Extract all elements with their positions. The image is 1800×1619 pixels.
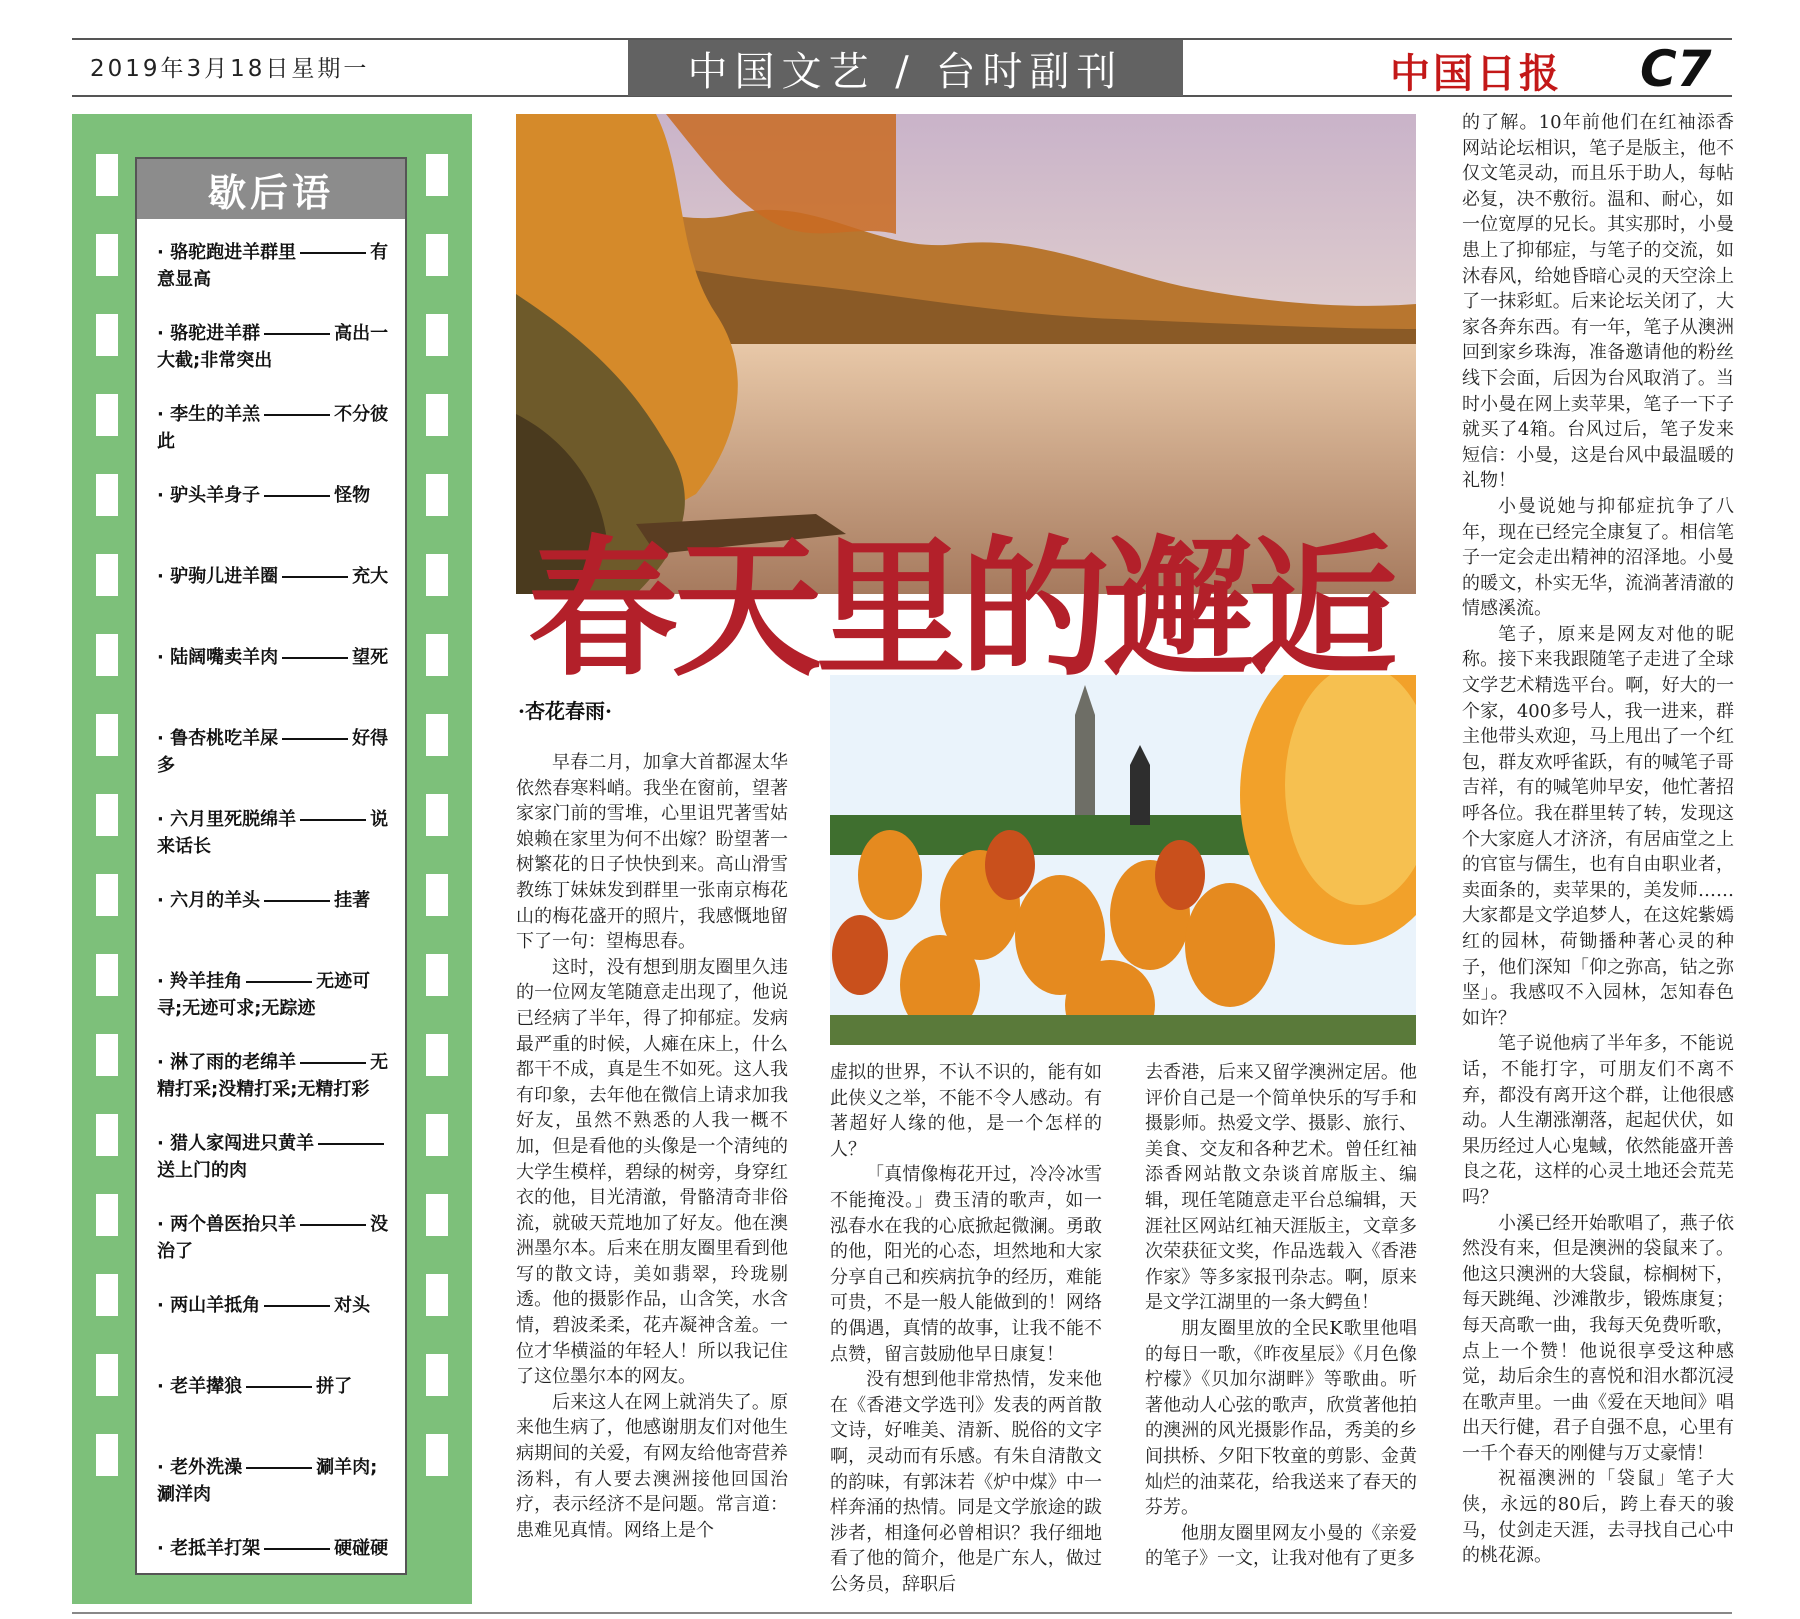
sidebar-panel [135, 157, 407, 1575]
film-sprocket-hole [96, 1114, 118, 1156]
xiehouyu-answer: 挂著 [334, 890, 371, 911]
film-sprocket-hole [96, 1434, 118, 1476]
xiehouyu-answer: 拼了 [316, 1376, 353, 1397]
xiehouyu-dash [264, 414, 330, 416]
film-sprocket-hole [426, 234, 448, 276]
xiehouyu-riddle: · 骆驼进羊群 [157, 323, 261, 344]
xiehouyu-dash [264, 495, 330, 497]
article-column-4 [1462, 110, 1734, 1604]
xiehouyu-answer: 涮羊肉;涮洋肉 [157, 1457, 378, 1505]
newspaper-masthead: 中国日报 [1390, 50, 1562, 97]
xiehouyu-dash [300, 819, 366, 821]
xiehouyu-dash [264, 900, 330, 902]
xiehouyu-riddle: · 老羊撵狼 [157, 1376, 243, 1397]
film-sprocket-hole [426, 1114, 448, 1156]
xiehouyu-riddle: · 羚羊挂角 [157, 971, 243, 992]
film-sprocket-hole [426, 474, 448, 516]
bottom-rule [72, 1612, 1732, 1614]
xiehouyu-answer: 无精打采;没精打采;无精打彩 [157, 1052, 389, 1100]
xiehouyu-answer: 送上门的肉 [157, 1160, 247, 1181]
xiehouyu-answer: 没治了 [157, 1214, 389, 1262]
xiehouyu-riddle: · 两山羊抵角 [157, 1295, 261, 1316]
xiehouyu-item [157, 644, 391, 725]
xiehouyu-riddle: · 陆阔嘴卖羊肉 [157, 647, 279, 668]
xiehouyu-riddle: · 猎人家闯进只黄羊 [157, 1133, 315, 1154]
article-paragraph: 早春二月，加拿大首都渥太华依然春寒料峭。我坐在窗前，望著家家门前的雪堆，心里诅咒著雪姑娘赖在家里为何不出嫁？盼望著一树繁花的日子快快到来。高山滑雪教练丁妹妹发到群里一张南京梅花山的梅花盛开的照片，我感慨地留下了一句：望梅思春。 [516, 752, 788, 953]
article-headline: 春天里的邂逅 [528, 523, 1393, 697]
xiehouyu-riddle: · 老外洗澡 [157, 1457, 243, 1478]
xiehouyu-list [157, 239, 391, 1616]
xiehouyu-answer: 望死 [352, 647, 389, 668]
article-paragraph: 笔子，原来是网友对他的昵称。接下来我跟随笔子走进了全球文学艺术精选平台。啊，好大的一个家，400多号人，我一进来，群主他带头欢迎，马上甩出了一个红包，群友欢呼雀跃，有的喊笔子哥吉祥，有的喊笔帅早安，他忙著招呼各位。我在群里转了转，发现这个大家庭人才济济，有居庙堂之上的官宦与儒生，也有自由职业者，卖面条的，卖苹果的，美发师……大家都是文学追梦人，在这姹紫嫣红的园林，荷锄播种著心灵的种子，他们深知「仰之弥高，钻之弥坚」。我感叹不入园林，怎知春色如许？ [1462, 623, 1734, 1029]
film-sprocket-hole [96, 1034, 118, 1076]
film-sprocket-hole [96, 634, 118, 676]
xiehouyu-dash [300, 1062, 366, 1064]
xiehouyu-item [157, 1130, 391, 1211]
xiehouyu-item [157, 401, 391, 482]
xiehouyu-answer: 高出一大截;非常突出 [157, 323, 389, 371]
article-column-2 [830, 1060, 1102, 1604]
xiehouyu-item [157, 1454, 391, 1535]
xiehouyu-answer: 充大 [352, 566, 389, 587]
film-sprocket-hole [426, 954, 448, 996]
article-paragraph: 「真情像梅花开过，冷冷冰雪不能掩没。」费玉清的歌声，如一泓春水在我的心底掀起微澜。勇敢的他，阳光的心态，坦然地和大家分享自己和疾病抗争的经历，难能可贵，不是一般人能做到的！网络的偶遇，真情的故事，让我不能不点赞，留言鼓励他早日康复！ [830, 1164, 1102, 1365]
film-sprocket-hole [96, 554, 118, 596]
film-sprocket-hole [426, 1354, 448, 1396]
film-sprocket-hole [426, 714, 448, 756]
xiehouyu-dash [246, 1467, 312, 1469]
film-sprocket-hole [426, 1434, 448, 1476]
xiehouyu-item [157, 1535, 391, 1616]
xiehouyu-answer: 硬碰硬 [334, 1538, 389, 1559]
page-number: C7 [1640, 40, 1712, 98]
xiehouyu-item [157, 887, 391, 968]
article-paragraph: 他朋友圈里网友小曼的《亲爱的笔子》一文，让我对他有了更多 [1145, 1522, 1417, 1570]
film-sprocket-hole [426, 1034, 448, 1076]
article-byline: ·杏花春雨· [518, 699, 612, 723]
xiehouyu-riddle: · 李生的羊羔 [157, 404, 261, 425]
xiehouyu-item [157, 563, 391, 644]
film-sprocket-hole [96, 954, 118, 996]
xiehouyu-answer: 说来话长 [157, 809, 389, 857]
article-column-3 [1145, 1060, 1417, 1604]
xiehouyu-answer: 无迹可寻;无迹可求;无踪迹 [157, 971, 371, 1019]
xiehouyu-item [157, 320, 391, 401]
film-sprocket-hole [96, 314, 118, 356]
article-paragraph: 这时，没有想到朋友圈里久违的一位网友笔随意走出现了，他说已经病了半年，得了抑郁症。发病最严重的时候，人瘫在床上，什么都干不成，真是生不如死。这人我有印象，去年他在微信上请求加我好友，虽然不熟悉的人我一概不加，但是看他的头像是一个清纯的大学生模样，碧绿的树旁，身穿红衣的他，目光清澈，骨骼清奇非俗流，就破天荒地加了好友。他在澳洲墨尔本。后来在朋友圈里看到他写的散文诗，美如翡翠，玲珑剔透。他的摄影作品，山含笑，水含情，碧波柔柔，花卉凝神含羞。一位才华横溢的年轻人！所以我记住了这位墨尔本的网友。 [516, 956, 788, 1388]
film-sprocket-hole [96, 394, 118, 436]
xiehouyu-riddle: · 两个兽医抬只羊 [157, 1214, 297, 1235]
xiehouyu-dash [300, 1224, 366, 1226]
article-paragraph: 的了解。10年前他们在红袖添香网站论坛相识，笔子是版主，他不仅文笔灵动，而且乐于助人，每帖必复，决不敷衍。温和、耐心，如一位宽厚的兄长。其实那时，小曼患上了抑郁症，与笔子的交流，如沐春风，给她昏暗心灵的天空涂上了一抹彩虹。后来论坛关闭了，大家各奔东西。有一年，笔子从澳洲回到家乡珠海，准备邀请他的粉丝线下会面，后因为台风取消了。当时小曼在网上卖苹果，笔子一下子就买了4箱。台风过后，笔子发来短信：小曼，这是台风中最温暖的礼物！ [1462, 112, 1734, 492]
xiehouyu-dash [300, 252, 366, 254]
xiehouyu-item [157, 1373, 391, 1454]
film-sprocket-hole [426, 1274, 448, 1316]
article-paragraph: 小曼说她与抑郁症抗争了八年，现在已经完全康复了。相信笔子一定会走出精神的沼泽地。小曼的暖文，朴实无华，流淌著清澈的情感溪流。 [1462, 495, 1734, 620]
xiehouyu-dash [282, 738, 348, 740]
film-sprocket-hole [426, 314, 448, 356]
xiehouyu-dash [264, 1548, 330, 1550]
article-column-1 [516, 750, 788, 1600]
film-sprocket-hole [96, 234, 118, 276]
article-paragraph: 朋友圈里放的全民K歌里他唱的每日一歌，《昨夜星辰》《月色像柠檬》《贝加尔湖畔》等歌曲。听著他动人心弦的歌声，欣赏著他拍的澳洲的风光摄影作品，秀美的乡间拱桥、夕阳下牧童的剪影、金黄灿烂的油菜花，给我送来了春天的芬芳。 [1145, 1317, 1417, 1519]
film-sprocket-hole [426, 1194, 448, 1236]
film-sprocket-hole [426, 634, 448, 676]
xiehouyu-item [157, 725, 391, 806]
xiehouyu-answer: 对头 [334, 1295, 371, 1316]
film-sprocket-hole [96, 154, 118, 196]
film-sprocket-hole [426, 794, 448, 836]
xiehouyu-riddle: · 驴头羊身子 [157, 485, 261, 506]
film-sprocket-hole [96, 474, 118, 516]
xiehouyu-riddle: · 骆驼跑进羊群里 [157, 242, 297, 263]
film-sprocket-hole [426, 874, 448, 916]
xiehouyu-item [157, 806, 391, 887]
xiehouyu-item [157, 1049, 391, 1130]
xiehouyu-dash [264, 333, 330, 335]
article-paragraph: 虚拟的世界，不认不识的，能有如此侠义之举，不能不令人感动。有著超好人缘的他，是一个怎样的人？ [830, 1062, 1102, 1160]
film-sprocket-hole [96, 1274, 118, 1316]
xiehouyu-item [157, 1211, 391, 1292]
xiehouyu-riddle: · 老抵羊打架 [157, 1538, 261, 1559]
xiehouyu-answer: 不分彼此 [157, 404, 389, 452]
film-sprocket-hole [96, 1354, 118, 1396]
article-paragraph: 后来这人在网上就消失了。原来他生病了，他感谢朋友们对他生病期间的关爱，有网友给他寄营养汤料，有人要去澳洲接他回国治疗，表示经济不是问题。常言道：患难见真情。网络上是个 [516, 1391, 788, 1541]
article-paragraph: 笔子说他病了半年多，不能说话，不能打字，可朋友们不离不弃，都没有离开这个群，让他很感动。人生潮涨潮落，起起伏伏，如果历经过人心鬼蜮，依然能盛开善良之花，这样的心灵土地还会荒芜吗？ [1462, 1033, 1734, 1208]
xiehouyu-riddle: · 鲁杏桃吃羊屎 [157, 728, 279, 749]
xiehouyu-dash [318, 1143, 384, 1145]
film-sprocket-hole [96, 794, 118, 836]
article-paragraph: 没有想到他非常热情，发来他在《香港文学选刊》发表的两首散文诗，好唯美、清新、脱俗的文字啊，灵动而有乐感。有朱自清散文的韵味，有郭沫若《炉中煤》中一样奔涌的热情。同是文学旅途的跋涉者，相逢何必曾相识？我仔细地看了他的简介，他是广东人，做过公务员，辞职后 [830, 1369, 1102, 1595]
film-sprocket-hole [96, 874, 118, 916]
xiehouyu-riddle: · 六月的羊头 [157, 890, 261, 911]
xiehouyu-dash [264, 1305, 330, 1307]
film-sprocket-hole [96, 714, 118, 756]
sidebar-title: 歇后语 [137, 159, 405, 219]
xiehouyu-item [157, 1292, 391, 1373]
film-sprocket-hole [426, 394, 448, 436]
section-title: 中国文艺 / 台时副刊 [628, 40, 1183, 96]
article-paragraph: 小溪已经开始歌唱了，燕子依然没有来，但是澳洲的袋鼠来了。他这只澳洲的大袋鼠，棕榈树下，每天跳绳、沙滩散步，锻炼康复；每天高歌一曲，我每天免费听歌，点上一个赞！他说很享受这种感觉，劫后余生的喜悦和泪水都沉浸在歌声里。一曲《爱在天地间》唱出天行健，君子自强不息，心里有一千个春天的刚健与万丈豪情！ [1462, 1212, 1734, 1464]
xiehouyu-riddle: · 驴驹儿进羊圈 [157, 566, 279, 587]
article-paragraph: 去香港，后来又留学澳洲定居。他评价自己是一个简单快乐的写手和摄影师。热爱文学、摄影、旅行、美食、交友和各种艺术。曾任红袖添香网站散文杂谈首席版主、编辑，现任笔随意走平台总编辑，天涯社区网站红袖天涯版主，文章多次荣获征文奖，作品选载入《香港作家》等多家报刊杂志。啊，原来是文学江湖里的一条大鳄鱼！ [1145, 1062, 1417, 1314]
xiehouyu-riddle: · 淋了雨的老绵羊 [157, 1052, 297, 1073]
xiehouyu-dash [246, 981, 312, 983]
issue-date: 2019年3月18日星期一 [90, 56, 370, 82]
article-paragraph: 祝福澳洲的「袋鼠」笔子大侠，永远的80后，跨上春天的骏马，仗剑走天涯，去寻找自己心中的桃花源。 [1462, 1468, 1734, 1567]
xiehouyu-answer: 怪物 [334, 485, 371, 506]
xiehouyu-item [157, 239, 391, 320]
xiehouyu-dash [282, 576, 348, 578]
xiehouyu-dash [246, 1386, 312, 1388]
xiehouyu-item [157, 482, 391, 563]
film-sprocket-hole [96, 1194, 118, 1236]
tulip-parliament-photo [830, 675, 1416, 1045]
film-sprocket-hole [426, 554, 448, 596]
xiehouyu-dash [282, 657, 348, 659]
xiehouyu-answer: 好得多 [157, 728, 389, 776]
xiehouyu-answer: 有意显高 [157, 242, 389, 290]
xiehouyu-item [157, 968, 391, 1049]
xiehouyu-riddle: · 六月里死脱绵羊 [157, 809, 297, 830]
film-sprocket-hole [426, 154, 448, 196]
